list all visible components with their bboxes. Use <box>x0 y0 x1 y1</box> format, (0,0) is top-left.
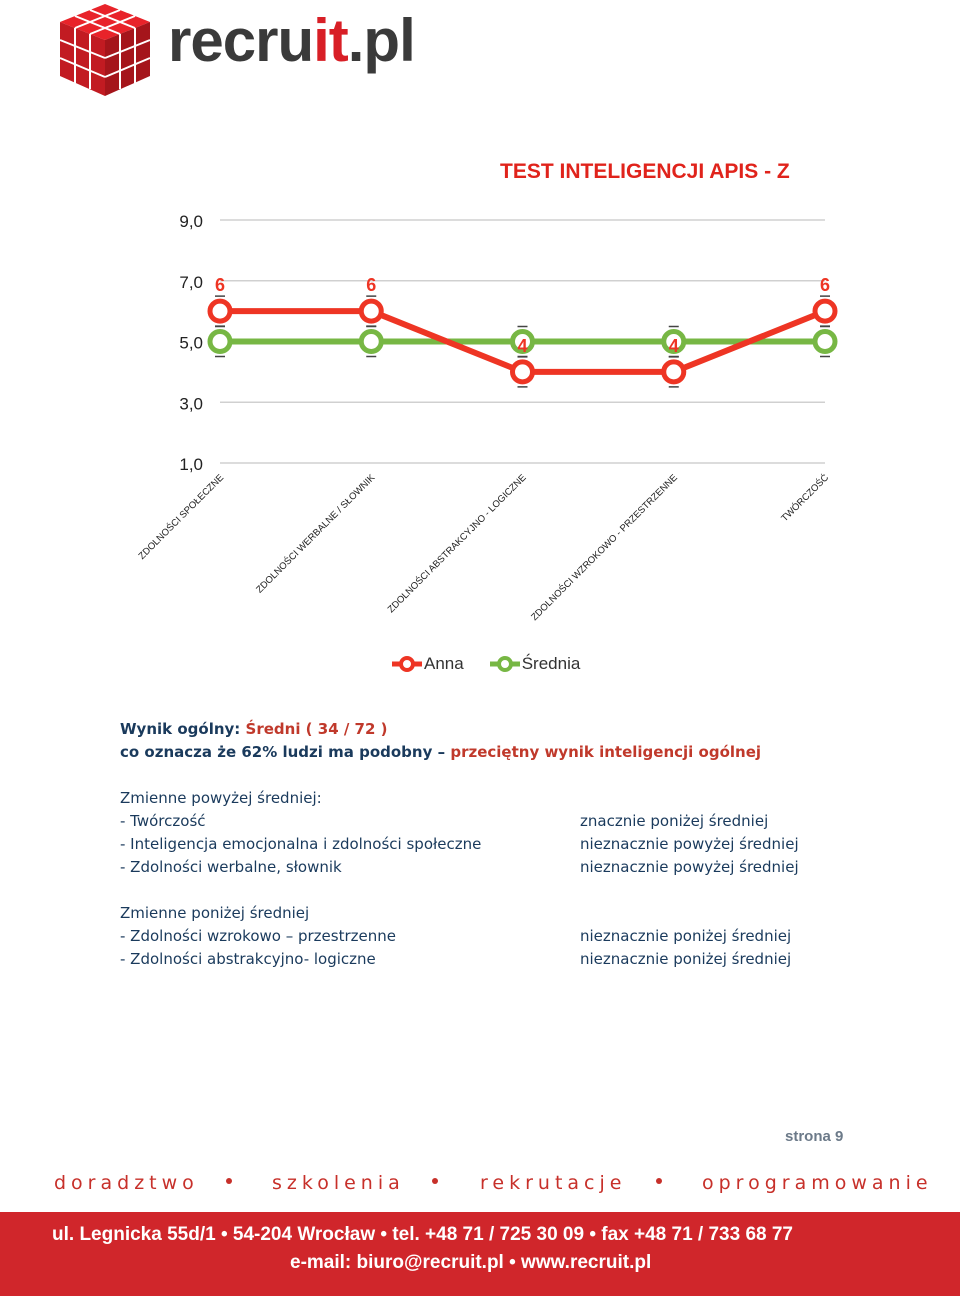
data-label: 6 <box>819 275 831 296</box>
y-tick-label: 9,0 <box>179 212 203 231</box>
above-item-name: - Zdolności werbalne, słownik <box>120 858 342 876</box>
above-item-row <box>120 810 880 833</box>
above-average-header: Zmienne powyżej średniej: <box>120 789 322 807</box>
contact-footer <box>0 1212 960 1296</box>
x-tick-label: ZDOLNOŚCI ABSTRAKCYJNO - LOGICZNE <box>385 472 529 616</box>
chart-title: TEST INTELIGENCJI APIS - Z <box>500 160 790 183</box>
below-average-header: Zmienne poniżej średniej <box>120 904 310 922</box>
cube-logo-icon <box>50 0 160 100</box>
above-item-name: - Twórczość <box>120 812 206 830</box>
data-point <box>210 301 230 321</box>
service-doradztwo: doradztwo <box>54 1172 199 1194</box>
legend-label-anna: Anna <box>424 654 464 673</box>
data-point <box>513 362 533 382</box>
chart-legend <box>390 652 594 676</box>
legend-swatch-srednia <box>488 654 522 674</box>
below-item-name: - Zdolności abstrakcyjno- logiczne <box>120 950 376 968</box>
y-tick-label: 1,0 <box>179 455 203 474</box>
footer-email-web: e-mail: biuro@recruit.pl • www.recruit.pl <box>290 1252 652 1273</box>
above-item-name: - Inteligencja emocjonalna i zdolności społeczne <box>120 835 482 853</box>
above-average-list <box>120 810 880 879</box>
service-oprogramowanie: oprogramowanie <box>702 1172 933 1194</box>
y-tick-label: 7,0 <box>179 272 203 292</box>
x-tick-label: ZDOLNOŚCI SPOŁECZNE <box>136 472 227 562</box>
above-item-level: nieznacznie powyżej średniej <box>580 858 799 876</box>
overall-result: Wynik ogólny: Średni ( 34 / 72 ) <box>120 720 388 738</box>
data-label: 4 <box>668 335 679 356</box>
logo-wordmark: recruit.pl <box>168 7 415 74</box>
service-rekrutacje: rekrutacje <box>480 1172 627 1194</box>
separator-dot <box>226 1178 232 1184</box>
x-tick-label: ZDOLNOŚCI WERBALNE / SŁOWNIK <box>254 472 378 596</box>
service-szkolenia: szkolenia <box>272 1172 405 1194</box>
below-item-name: - Zdolności wzrokowo – przestrzenne <box>120 927 396 945</box>
data-point <box>361 301 381 321</box>
x-tick-label: TWÓRCZOŚĆ <box>779 472 832 525</box>
recruit-logo <box>50 0 450 100</box>
above-item-row <box>120 833 880 856</box>
legend-label-srednia: Średnia <box>521 654 581 673</box>
data-label: 4 <box>517 335 528 356</box>
footer-address: ul. Legnicka 55d/1 • 54-204 Wrocław • tel. +48 71 / 725 30 09 • fax +48 71 / 733 68 77 <box>52 1224 793 1245</box>
data-point <box>815 332 835 352</box>
results-summary <box>120 718 880 971</box>
below-average-list <box>120 925 880 971</box>
separator-dot <box>656 1178 662 1184</box>
page-number: strona 9 <box>785 1128 844 1145</box>
below-item-level: nieznacznie poniżej średniej <box>580 950 792 968</box>
data-label: 6 <box>366 275 377 296</box>
above-item-level: znacznie poniżej średniej <box>580 812 769 830</box>
data-point <box>361 332 381 352</box>
services-strip <box>0 1172 960 1202</box>
below-item-level: nieznacznie poniżej średniej <box>580 927 792 945</box>
x-tick-label: ZDOLNOŚCI WZROKOWO - PRZESTRZENNE <box>529 472 680 624</box>
y-tick-label: 3,0 <box>179 394 203 414</box>
below-item-row <box>120 925 880 948</box>
data-point <box>815 301 835 321</box>
legend-swatch-anna <box>390 654 424 674</box>
line-chart <box>0 150 960 690</box>
separator-dot <box>432 1178 438 1184</box>
legend-item-srednia <box>488 654 581 674</box>
data-label: 6 <box>214 275 226 296</box>
above-item-row <box>120 856 880 879</box>
legend-item-anna <box>390 654 464 674</box>
above-item-level: nieznacznie powyżej średniej <box>580 835 799 853</box>
data-point <box>664 362 684 382</box>
below-item-row <box>120 948 880 971</box>
data-point <box>210 332 230 352</box>
y-tick-label: 5,0 <box>179 333 203 353</box>
overall-meaning: co oznacza że 62% ludzi ma podobny – przeciętny wynik inteligencji ogólnej <box>120 743 762 761</box>
